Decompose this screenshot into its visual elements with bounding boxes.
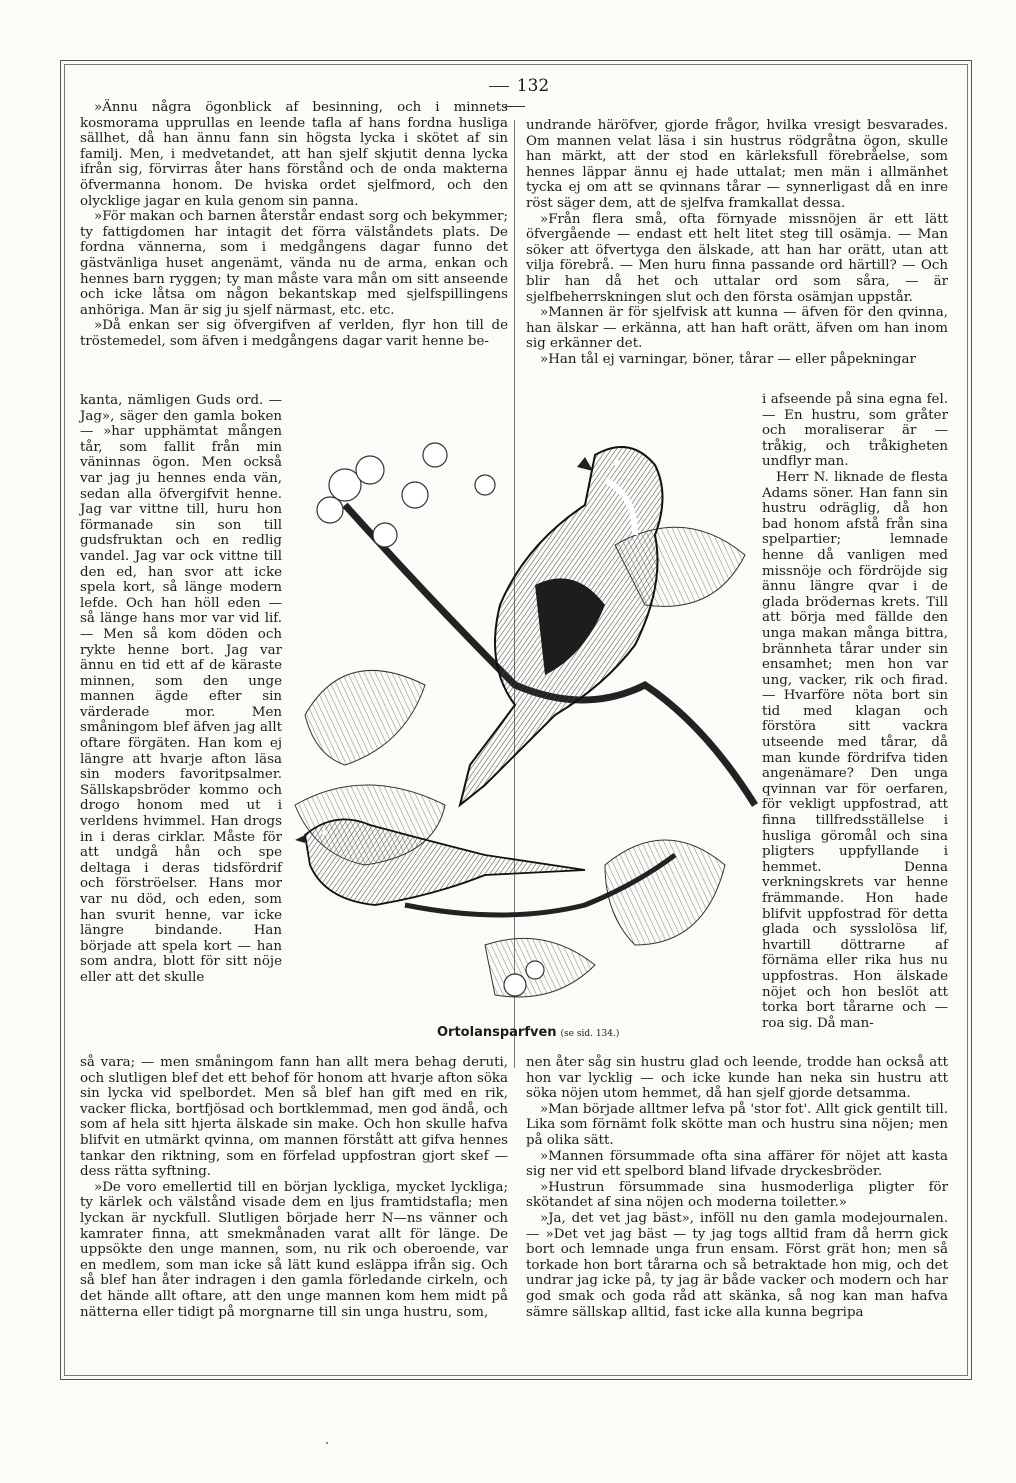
caption-ref: (se sid. 134.)	[560, 1029, 620, 1039]
caption-title: Ortolansparfven	[437, 1025, 557, 1040]
paragraph: undrande häröfver, gjorde frågor, hvilka vresigt besvarades. Om mannen velat läsa i sin hustrus rödgråtna ögon, skulle han märkt, att der stod en kärleksfull förebråelse, som hennes läppar ännu ej hade uttalat; men män i allmänhet tycka ej om att se qvinnans tårar — synnerligast då en inre röst säger dem, att de sjelfva framkallat dessa.	[526, 118, 948, 211]
paragraph: så vara; — men småningom fann han allt mera behag deruti, och slutligen blef det ett behof för honom att hvarje afton söka sin lycka vid spelbordet. Men så blef han gift med en rik, vacker flicka, bortfjösad och bortklemmad, men god ändå, och som af hela sitt hjerta älskade sin make. Och hon skulle hafva blifvit en utmärkt qvinna, om mannen förstått att gifva hennes tankar den riktning, som en förfelad uppfostran gjort skef — dess rätta syftning.	[80, 1055, 508, 1180]
page-number: 132	[470, 76, 560, 116]
paragraph: kanta, nämligen Guds ord. — Jag», säger den gamla boken — »har upphämtat mången tår, som fallit från min väninnas ögon. Men också var jag ju hennes enda vän, sedan alla öfvergifvit henne. Jag var vittne till, huru hon förmanade sin son till gudsfruktan och en redlig vandel. Jag var ock vittne till den ed, han svor att icke spela kort, så länge modern lefde. Och han höll eden — så länge hans mor var vid lif. — Men så kom döden och rykte henne bort. Jag var ännu en tid ett af de käraste minnen, som den unge mannen ägde efter sin värderade mor. Men småningom blef äfven jag allt oftare förgäten. Han kom ej längre att hvarje afton läsa sin moders favoritpsalmer. Sällskapsbröder kommo och drogo honom med ut i verldens hvimmel. Han drogs in i deras cirklar. Måste för att undgå hån och spe deltaga i deras tidsfördrif och förströelser. Hans mor var nu död, och eden, som han svurit henne, var icke längre bindande. Han började att spela kort — han som andra, blott för sitt nöje eller att det skulle	[80, 393, 282, 985]
paragraph: nen åter såg sin hustru glad och leende, trodde han också att hon var lycklig — och icke kunde han neka sin hustru att söka nöjen utom hemmet, då han sjelf gjorde detsamma.	[526, 1055, 948, 1102]
bottom-right-column	[526, 1055, 948, 1320]
paragraph: »Han tål ej varningar, böner, tårar — eller påpekningar	[540, 351, 916, 367]
paragraph: »Mannen försummade ofta sina affärer för nöjet att kasta sig ner vid ett spelbord bland lifvade dryckesbröder.	[526, 1148, 948, 1180]
paragraph: »De voro emellertid till en början lyckliga, mycket lyckliga; ty kärlek och välstånd visade dem en ljus framtidstafla; men lyckan är nyckfull. Slutligen började herr N—ns vänner och kamrater finna, att smekmånaden varat allt för länge. De uppsökte den unge mannen, som, nu rik och oberoende, var en medlem, som man icke så lätt kund esläppa ifrån sig. Och så blef han åter indragen i den gamla förledande cirkeln, och det hände allt oftare, att den unge mannen kom hem midt på nätterna eller tidigt på morgnarne till sin unga hustru, som,	[80, 1179, 508, 1320]
print-speck	[326, 1442, 328, 1444]
paragraph: »Då enkan ser sig öfvergifven af verlden, flyr hon till de tröstemedel, som äfven i medgångens dagar varit henne be-	[80, 318, 508, 349]
ortolan-bunting-engraving-icon	[285, 385, 760, 1027]
paragraph: »För makan och barnen återstår endast sorg och bekymmer; ty fattigdomen har intagit det förra välståndets plats. De fordna vännerna, som i medgångens dagar funno det gästvänliga huset angenämt, vända nu de arma, enkan och hennes barn ryggen; ty man måste vara mån om sitt anseende och icke låtsa om någon bekantskap med sjelfspillingens anhöriga. Man är sig ju sjelf närmast, etc. etc.	[80, 209, 508, 318]
figure-caption	[437, 1025, 619, 1040]
paragraph: »Mannen är för sjelfvisk att kunna — äfven för den qvinna, han älskar — erkänna, att han haft orätt, äfven om han inom sig erkänner det.	[526, 305, 948, 352]
paragraph: Herr N. liknade de flesta Adams söner. Han fann sin hustru odräglig, då hon bad honom afstå från sina spelpartier; lemnade henne då vanligen med missnöje och fördröjde sig ännu längre qvar i de glada brödernas krets. Till att börja med fällde den unga makan många bittra, brännheta tårar under sin ensamhet; men hon var ung, vacker, rik och firad. — Hvarföre nöta bort sin tid med klagan och förstöra sitt vackra utseende med tårar, då man kunde fördrifva tiden angenämare? Den unga qvinnan var för oerfaren, för vekligt uppfostrad, att finna tillfredsställelse i husliga göromål och sina pligters uppfyllande i hemmet. Denna verkningskrets var henne främmande. Hon hade blifvit uppfostrad för detta glada och sysslolösa lif, hvartill döttrarne af förnäma eller rika hus nu uppfostras. Hon älskade nöjet och hon beslöt att torka bort tårarne och — roa sig. Då man-	[762, 469, 948, 1031]
paragraph: »Ja, det vet jag bäst», inföll nu den gamla modejournalen. — »Det vet jag bäst — ty jag togs alltid fram då herrn gick bort och lemnade unga frun ensam. Först grät hon; men så torkade hon bort tårarna och så betraktade hon mig, och det undrar jag icke på, ty jag är både vacker och modern och har god smak och goda råd att skänka, så nog kan man hafva sämre sällskap alltid, fast icke alla kunna begripa	[526, 1210, 948, 1320]
paragraph: »Man började alltmer lefva på 'stor fot'. Allt gick gentilt till. Lika som förnämt folk skötte man och hustru sina nöjen; men på olika sätt.	[526, 1101, 948, 1148]
paragraph: i afseende på sina egna fel. — En hustru, som gråter och moraliserar är — tråkig, och tråkigheten undflyr man.	[762, 392, 948, 470]
paragraph: »Hustrun försummade sina husmoderliga pligter för skötandet af sina nöjen och moderna toiletter.»	[526, 1179, 948, 1211]
left-column-narrow	[80, 393, 282, 986]
bottom-left-column	[80, 1055, 508, 1320]
paragraph: »Ännu några ögonblick af besinning, och i minnets kosmorama upprullas en leende tafla af hans fordna husliga sällhet, då han ännu fann sin högsta lycka i skötet af sin familj. Men, i medvetandet, att han sjelf skjutit denna lycka ifrån sig, förvirras åter hans förstånd och de onda makterna öfvermanna honom. De hviska ordet sjelfmord, och den olycklige jagar en kula genom sin panna.	[80, 100, 508, 209]
paragraph: »Från flera små, ofta förnyade missnöjen är ett lätt öfvergående — endast ett helt litet steg till osämja. — Man söker att öfvertyga den älskade, att han har orätt, utan att vilja förebrå. — Men huru finna passande ord härtill? — Och blir han då het och uttalar ord som såra, — är sjelfbeherrskningen slut och den första osämjan uppstår.	[526, 211, 948, 305]
left-column-top	[80, 100, 508, 350]
right-column-narrow	[762, 392, 948, 1031]
right-column-top	[526, 118, 948, 368]
